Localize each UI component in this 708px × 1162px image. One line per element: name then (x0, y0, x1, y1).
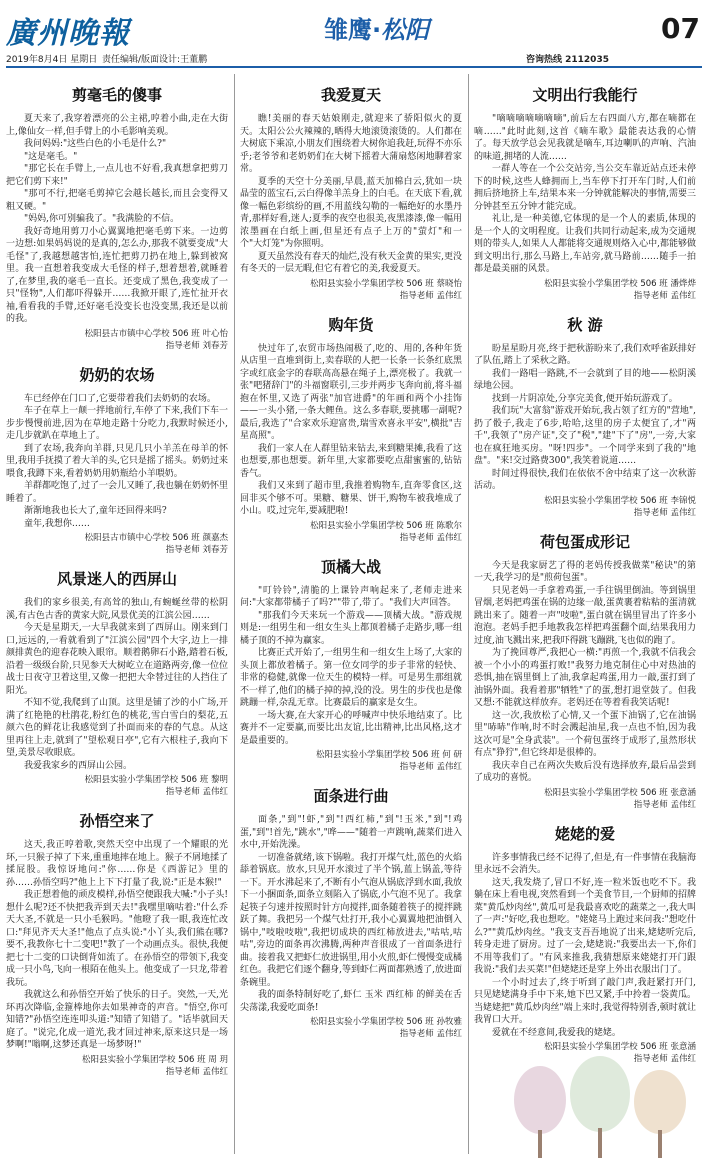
article-paragraph: "嘀嘀嘀嘀嘀嘀嘀",前后左右四面八方,都在嘀都在嘀……"此时此刻,这首《嘀车歌》最能表达我的心情了。每天放学总会见我就是嘀车,耳边喇叭的声响、汽油的味道,拥堵的人流…… (474, 114, 696, 162)
article (240, 314, 462, 544)
article (474, 314, 696, 519)
article-paragraph: 今天是我家厨艺了得的老妈传授我做菜"秘诀"的第一天,我学习的是"煎荷包蛋"。 (474, 560, 696, 583)
article-body (474, 343, 696, 493)
hotline: 咨询热线 2112035 (526, 55, 609, 65)
article-paragraph: 这一次,我放松了心情,又一个蛋下油锅了,它在油锅里"哧哧"作响,时不时会溅起油星,我一点也不怕,因为我这次可是"全身武装"。一个荷包蛋终于成形了,虽然形状有点"狰狞",但它终却是很棒的。 (474, 710, 696, 758)
article-paragraph: 一个小时过去了,终于听到了敲门声,我赶紧打开门,只见姥姥满身手中下来,她下巴又紧,手中拎着一袋黄瓜。当姥姥把"黄瓜炒肉丝"端上来时,我觉得特别香,顿时就让我胃口大开。 (474, 977, 696, 1025)
article-body (474, 852, 696, 1040)
article-teacher: 指导老师 刘春芳 (165, 340, 228, 351)
article-paragraph: 我们的家乡很美,有高耸的独山,有蜿蜒丝带的松阴溪,有古色古香的黄家大院,风景优美的江滨公园…… (6, 598, 228, 621)
article (240, 785, 462, 1040)
article-paragraph: 我们玩"大富翁"游戏开始玩,我占领了红方的"营地",扔了骰子,我走了6步,哈哈,这里的房子太便宜了,才"两千",我领了"房产证",交了"税","建"下了"房",一旁,大家也在疯狂地买房。"呀!四步"。一个同学来到了我的"地盘"。"来!交过路费300",我笑着说道…… (474, 406, 696, 466)
article-title: 我爱夏天 (320, 86, 381, 104)
article-paragraph: 这天,我发烧了,冒口不好,连一粒米饭也吃不下。我躺在床上看电视,突然看到一个美食节目,一个厨师的招牌菜"黄瓜炒肉丝",黄瓜可是我最喜欢吃的蔬菜之一,我大叫了一声:"好吃,我也想吃。"姥姥马上跑过来问我:"想吃什么?""黄瓜炒肉丝。"我支支吾吾地说了出来,姥姥听完后,转身走进了厨房。过了一会,姥姥说:"我要出去一下,你们不用等我们了。"有风来推我,我猜想原来姥姥打开门跟我说:"我们去买菜!"但姥姥还是穿上外出衣服出门了。 (474, 877, 696, 975)
article-paragraph: 这天,我正哼着歌,突然天空中出现了一个耀眼的光环,一只猴子掉了下来,重重地摔在地上。猴子不屑地揉了揉屁股。我惊讶地问:"你……你是《西游记》里的孙……孙悟空吗?"他上上下下打量了我,说:"正是本猴!" (6, 840, 228, 888)
article-paragraph: 夏季的天空十分美丽,早晨,蓝天加棉白云,犹如一块晶莹的蓝宝石,云白得像羊羔身上的白毛。在天底下看,就像一幅色彩缤纷的画,不用蓝线勾勒的一幅绝好的水墨丹青,那样好看,迷人;夏季的夜空也很美,夜黑漆漆,像一幅用浓墨画在白纸上画,但星还有点子上万的"萤灯"和一个"大灯笼"为你照明。 (240, 176, 462, 249)
article-title: 姥姥的爱 (554, 824, 615, 843)
masthead (6, 6, 702, 52)
article-teacher: 指导老师 孟伟红 (633, 507, 696, 518)
article-teacher: 指导老师 孟伟红 (399, 1029, 462, 1039)
column-divider (468, 74, 469, 1154)
article-title: 顶橘大战 (320, 557, 381, 576)
article-paragraph: 我好奇地用剪刀小心翼翼地把毫毛剪下来。一边剪一边想:如果妈妈说的是真的,怎么办,那我不就要变成"大毛怪"了,我越想越害怕,连忙把剪刀扔在地上,躲到被窝里。我一直想着我变成大毛怪的样子,想着想着,就睡着了,在梦里,我的毫毛一直长。还变成了黑色,我变成了一只"怪物",人们都吓得躲开……我掀开眼了,连忙扯开衣袖,看看我的手臂,还好毫毛没变长也没变黑,我还是以前的我。 (6, 226, 228, 324)
article-paragraph: 一群人等在一个公交站旁,当公交车靠近站点还未停下的时候,这些人蜂拥而上,当车停下打开车门时,人们前拥后挤地挤上车,结果本来一分钟就能解决的事情,需要三分钟甚至五分钟才能完成。 (474, 164, 696, 212)
editor-credits: 责任编辑/版面设计:王董鹏 (102, 55, 208, 65)
article-body (240, 585, 462, 748)
article-teacher: 指导老师 孟伟红 (633, 799, 696, 810)
article-paragraph: 渐渐地我也长大了,童年还回得来吗? (24, 506, 167, 516)
article-paragraph: 我就这么和孙悟空开始了快乐的日子。突然,一天,光环再次降临,金箍棒地你去如果神奇的声音。"悟空,你可知错?"孙悟空连连叩头道:"知错了知错了。"话毕就回天庭了。"说完,化成一道光,我才回过神来,原来这只是一场梦啊!"嗡啊,这梦还真是一场梦呀!" (6, 990, 228, 1050)
article (474, 823, 696, 1066)
article-paragraph: 我问妈妈:"这些白色的小毛是什么?" (24, 139, 167, 149)
article-teacher: 指导老师 孟伟红 (633, 290, 696, 301)
article-byline: 松阳县实验小学集团学校 506 班 张意涵 (544, 1042, 696, 1052)
article-title: 秋 游 (567, 315, 603, 334)
article-teacher: 指导老师 孟伟红 (633, 1054, 696, 1064)
article-paragraph: 到了农场,我奔向羊群,只见几只小羊羔在母羊的怀里,我用手抚摸了着大羊的头,它只是摇了摇头。奶奶过来喂食,我蹲下来,看着奶奶用奶瓶给小羊喂奶。 (6, 443, 228, 479)
article-byline: 松阳县实验小学集团学校 506 班 张意涵 (544, 787, 696, 798)
decorative-trees-illustration (500, 1050, 700, 1158)
article-title: 购年货 (328, 315, 374, 334)
article (6, 810, 228, 1078)
section-title-a: 雏鹰 (324, 16, 372, 44)
article (6, 568, 228, 798)
column-divider (234, 74, 235, 1154)
article-title: 孙悟空来了 (79, 812, 155, 830)
article-teacher: 指导老师 孟伟红 (399, 290, 462, 301)
article-paragraph: 比赛正式开始了,一组男生和一组女生上场了,大家的头顶上都放着橘子。第一位女同学的步子非常的轻快、非常的稳健,就像一位天生的模特一样。可是男生那组就不一样了,他们的橘子掉的掉,没的没。男生的步伐也是像跳蹦一样,杂乱无章。比赛最后的赢家是女生。 (240, 648, 462, 708)
article-paragraph: 时间过得很快,我们在依依不舍中结束了这一次秋游活动。 (474, 468, 696, 491)
article-title: 文明出行我能行 (532, 86, 638, 104)
section-title-sep: · (372, 16, 382, 44)
article-paragraph: 夏天虽然没有春天的灿烂,没有秋天金黄的果实,更没有冬天的一层无暇,但它有着它的美,我爱夏天。 (240, 251, 462, 274)
article-body (474, 560, 696, 785)
article (240, 84, 462, 302)
article-paragraph: "那我们今天来玩一个游戏——顶橘大战。"游戏规则是:一组男生和一组女生头上都顶着橘子走路步,哪一组橘子顶的不掉为赢家。 (240, 610, 462, 646)
article-body (6, 113, 228, 326)
article-paragraph: 我爱我家乡的西屏山公园。 (24, 760, 133, 771)
article (474, 84, 696, 302)
article-paragraph: 羊群都吃饱了,过了一会儿又睡了,我也躺在奶奶怀里睡着了。 (6, 481, 228, 504)
article-paragraph: 不知不觉,我爬到了山顶。这里是铺了沙的小广场,开满了红艳艳的杜鹃花,粉红色的桃花,雪白雪白的梨花,五颜六色的鲜花让我感觉到了扑面而来的春的气息。从这里再往上走,就到了"望松观日亭",它有六根柱子,我向下望,美景尽收眼底。 (6, 698, 228, 758)
article-paragraph: "叮铃铃",清脆的上课铃声响起来了,老师走进来问:"大家都带橘子了吗?""带了,带了。"我们大声回答。 (240, 585, 462, 608)
article-paragraph: 许多事情我已经不记得了,但是,有一件事情在我脑海里永远不会消失。 (474, 852, 696, 875)
article-byline: 松阳县实验小学集团学校 506 班 潘烨烨 (544, 278, 696, 289)
section-title (324, 10, 429, 45)
article-title: 风景迷人的西屏山 (56, 570, 177, 588)
column-1 (6, 72, 228, 1158)
article-title: 荷包蛋成形记 (539, 532, 630, 551)
section-title-b: 松阳 (381, 15, 430, 44)
issue-date: 2019年8月4日 星期日 (6, 55, 98, 65)
header-rule (6, 66, 702, 68)
newspaper-logo: 廣州晚報 (6, 16, 130, 51)
article-title: 面条进行曲 (313, 787, 389, 805)
article-teacher: 指导老师 孟伟红 (399, 532, 462, 543)
article-byline: 松阳县实验小学集团学校 506 班 陈歌尔 (310, 520, 462, 531)
article-paragraph: 我庆幸自己在两次失败后没有选择放弃,最后品尝到了成功的喜悦。 (474, 760, 696, 783)
article-paragraph: 我们又来到了超市里,我推着购物车,直奔零食区,这回非买个够不可。果糖、糖果、饼干,购物车被我堆成了小山。哎,过完年,要减肥啦! (240, 481, 462, 516)
article-paragraph: "这是毫毛。" (24, 151, 78, 162)
article-paragraph: 我们一路唱一路跳,不一会就到了目的地——松阴溪绿地公园。 (474, 368, 696, 391)
article-body (240, 113, 462, 276)
article-paragraph: 夏天来了,我穿着漂亮的公主裙,哼着小曲,走在大街上,像仙女一样,但手臂上的小毛影响美观。 (6, 114, 228, 137)
article (474, 531, 696, 811)
article-paragraph: 快过年了,农贸市场热闹极了,吃的、用的,各种年货从店里一直堆到街上,卖春联的人把一长条一长条红底黑字或红底金字的春联高高悬在绳子上,漂亮极了。我就一张"吧猪辞门"的斗福窗联引,三步并两步飞奔向前,将斗福抱在怀里,又选了两张"加官进爵"的年画和两个小挂饰——一头小猪,一条大鲤鱼。这么多春联,要挑哪一副呢?最后,我选了"合家欢乐迎富贵,瑞雪欢喜永平安",横批"吉星高照"。 (240, 343, 462, 441)
article-paragraph: "那它长在手臂上,一点儿也不好看,我真想拿把剪刀把它们剪下来!" (6, 164, 228, 187)
article-byline: 松阳县实验小学集团学校 506 班 黎明 (84, 775, 228, 785)
article-byline: 松阳县实验小学集团学校 506 班 蔡晓怡 (310, 278, 462, 289)
article-paragraph: 礼让,是一种美德,它体现的是一个人的素质,体现的是一个人的文明程度。让我们共同行动起来,成为交通规则的带头人,如果人人都能将交通规则烙入心中,都能够做到文明出行,那么马路上,车站旁,就马路前……随手一拍都是最美丽的风景。 (474, 214, 696, 274)
article-paragraph: 瞧!美丽的春天姑娘刚走,就迎来了骄阳似火的夏天。太阳公公火辣辣的,晒得大地滚烫滚烫的。人们都在大树底下乘凉,小朋友们围绕着大树你追我赶,玩得不亦乐乎;老爷爷和老奶奶们在大树下摇着大蒲扇悠闲地聊着家常。 (240, 114, 462, 174)
article-byline: 松阳县实验小学集团学校 506 班 周 玥 (81, 1054, 228, 1065)
article-paragraph: 车子在草上一颠一拌地前行,车停了下来,我们下车一步步慢慢前进,因为在草地走路十分吃力,我默时候还小,走几步就趴在草地上了。 (6, 406, 228, 441)
header-info-bar (6, 52, 702, 66)
article-paragraph: 我们一家人在人群里钻来钻去,来到糖果摊,我看了这也想要,那也想要。新年里,大家都要吃点甜蜜蜜的,钻钻香气。 (240, 443, 462, 479)
article-byline: 松阳县古市镇中心学校 506 班 叶心怡 (84, 328, 228, 339)
article-paragraph: 我的面条特制好吃了,虾仁 玉米 西红柿 的鲜美在舌尖荡漾,我爱吃面条! (240, 990, 462, 1013)
column-2 (240, 72, 462, 1158)
article (6, 364, 228, 557)
column-3 (474, 72, 696, 1158)
article (6, 84, 228, 352)
article-paragraph: 车已经停在门口了,它要带着我们去奶奶的农场。 (24, 393, 216, 404)
article-byline: 松阳县古市镇中心学校 506 班 颜嘉杰 (84, 533, 228, 543)
article-paragraph: 盼星星盼月亮,终于把秋游盼来了,我们欢呼雀跃排好了队伍,踏上了采秋之路。 (474, 343, 696, 366)
article-paragraph: 一场大赛,在大家开心的呼喊声中快乐地结束了。比赛并不一定要赢,而要比出友谊,比出精神,比出风格,这才是最重要的。 (240, 710, 462, 746)
article-paragraph: 我正想着他的顽皮模样,孙悟空便跟我大喊:"小子头!想什么呢?还不快把我弄到天去!"我嘿里嘀咕着:"什么乔天大圣,不就是一只小毛猴吗。"他瞪了我一眼,我连忙改口:"拜见齐天大圣!"他点了点头说:"小丫头,我们熊在哪?要不,我教你七十二变吧!"教了一个动画点头。很快,我便把七十二变的口诀倒背如流了。在孙悟空的带领下,我变成一只小鸟,飞向一根陌在他头上。他变成了一只龙,带着我玩。 (6, 890, 228, 988)
article-paragraph: 面条,"到"!虾,"到"!西红柿,"到"!玉米,"到"!鸡蛋,"到"!首先,"跳水","哗——"随着一声跳响,蔬菜们进入水中,开始洗澡。 (240, 815, 462, 850)
article-paragraph: 爱就在不经意间,我爱我的姥姥。 (492, 1027, 621, 1038)
article-paragraph: 找到一片阴凉处,分享完美食,便开始玩游戏了。 (492, 393, 678, 404)
article-teacher: 指导老师 刘春芳 (165, 545, 228, 555)
article-paragraph: 今天是星期天,一大早我就来到了西屏山。刚来到门口,远远的,一看就看到了"江滨公园"四个大字,边上一排颜排黄色的迎春花映入眼帘。顺着鹅卵石小路,踏着石板,沿着一级级台阶,只见参天大树屹立在道路两旁,像一位位战士日夜守卫着这里,又像一把把大伞替过往的人挡住了阳光。 (6, 623, 228, 696)
article-paragraph: 童年,我想你…… (24, 518, 90, 529)
article-byline: 松阳县实验小学集团学校 506 班 何 研 (315, 750, 462, 760)
article-teacher: 指导老师 孟伟红 (165, 787, 228, 797)
article-paragraph: 一切准备就绪,该下锅啦。我打开煤气灶,蓝色的火焰舔着锅底。放水,只见开水滚过了半个锅,蓝上锅盖,等待一下。开水沸起来了,不断有小气泡从锅底浮到水面,我放下一小捆面条,面条立刻陷入了锅底,小气泡不见了。我拿起筷子匀速并按照时针方向搅拌,面条随着筷子的搅拌跳跃了舞。我把另一个煤气灶打开,我小心翼翼地把油倒入锅中,"吱啦吱啦",我把切成块的西红柿放进去,"咕咕,咕咕",旁边的面条再次沸腾,两种声音很成了一首面条进行曲。接着我又把虾仁放进锅里,用小火煎,虾仁慢慢变成橘红色。我把它们逐个翻身,等到虾仁两面都熟透了,放进面条碗里。 (240, 852, 462, 988)
article-paragraph: "那可不行,把毫毛剪掉它会越长越长,而且会变得又粗又硬。" (6, 189, 228, 212)
article-body (240, 814, 462, 1014)
article-body (6, 839, 228, 1052)
article-paragraph: 只见老妈一手拿着鸡蛋,一手往锅里倒油。等到锅里冒烟,老妈把鸡蛋在锅的边缘一敲,蛋黄裹着粘粘的蛋清就跳出来了。随着一声"吱啦",蛋白就在锅里冒出了许多小泡泡。老妈手把手地教我怎样把鸡蛋翻个面,结果我用力过度,油飞溅出来,把我吓得跳飞蹦跳,飞也似的跑了。 (474, 585, 696, 646)
article-body (240, 343, 462, 518)
article-title: 奶奶的农场 (79, 365, 155, 384)
article-teacher: 指导老师 孟伟红 (399, 762, 462, 772)
article-paragraph: "妈妈,你可别骗我了。"我满脸的不信。 (24, 214, 180, 224)
article (240, 556, 462, 774)
article-paragraph: 为了挽回尊严,我把心一横:"再煎一个,我就不信我会被一个小小的鸡蛋打败!"我努力地克制住心中对热油的恐惧,抽在锅里倒上了油,我拿起鸡蛋,用力一敲,蛋打到了油锅外面。我看着那"牺牲"了的蛋,想打退堂鼓了。但我又想:不能就这样放弃。老妈还在等着看我笑话呢! (474, 648, 696, 708)
article-body (6, 393, 228, 531)
article-byline: 松阳县实验小学集团学校 506 班 李锦悦 (544, 495, 696, 506)
article-byline: 松阳县实验小学集团学校 506 班 孙牧雅 (310, 1017, 462, 1027)
page-number: 07 (661, 12, 700, 45)
article-body (474, 113, 696, 276)
article-teacher: 指导老师 孟伟红 (165, 1066, 228, 1077)
article-body (6, 597, 228, 772)
article-title: 剪毫毛的傻事 (71, 86, 162, 104)
